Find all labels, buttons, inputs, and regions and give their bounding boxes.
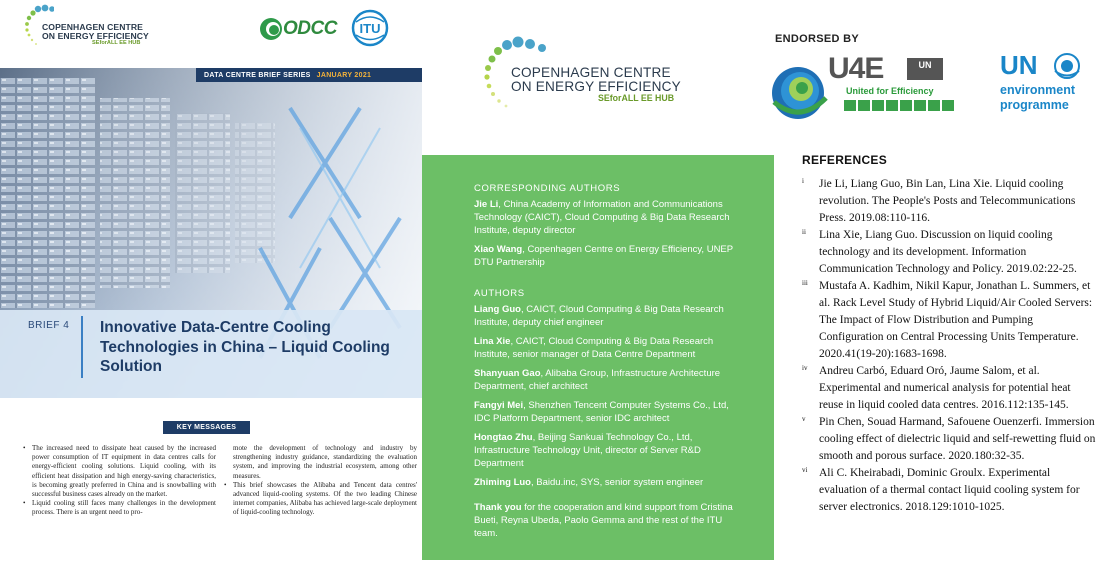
reference-item — [801, 227, 1097, 278]
key-messages-column-1 — [23, 444, 216, 518]
author-entry — [474, 198, 744, 237]
author-entry — [474, 367, 744, 393]
references-list — [801, 176, 1097, 560]
u4e-logo — [770, 50, 950, 130]
author-name: Fangyi Mei — [474, 400, 524, 411]
endorsed-by-label: ENDORSED BY — [775, 33, 859, 45]
key-message-item: • The increased need to dissipate heat caused by the increased power consumption of IT equipment in data centres calls for energy-efficient cooling solutions. Liquid cooling, with its efficient heat dissipation and high energy-saving characteristics, is becoming greatly preferred in China and is snowballing with successful business cases already on the market. — [23, 444, 216, 499]
unep-line2: environment — [1000, 83, 1076, 97]
authors-heading: AUTHORS — [474, 288, 525, 299]
brief-title: Innovative Data-Centre Cooling Technologies in China – Liquid Cooling Solution — [100, 319, 390, 375]
corresponding-authors-heading: CORRESPONDING AUTHORS — [474, 183, 621, 194]
reference-number: vi — [802, 466, 808, 474]
logo-line3: SEforALL EE HUB — [598, 93, 675, 104]
reference-item — [801, 414, 1097, 465]
unep-line3: programme — [1000, 98, 1069, 112]
brief-cover-page — [0, 0, 422, 563]
author-entry — [474, 431, 744, 470]
key-messages-label: KEY MESSAGES — [163, 421, 250, 434]
reference-item — [801, 363, 1097, 414]
author-name: Jie Li — [474, 199, 499, 210]
logo-line2: ON ENERGY EFFICIENCY — [42, 30, 149, 41]
vehicle-icon — [928, 100, 940, 111]
series-label: DATA CENTRE BRIEF SERIES — [204, 71, 311, 79]
copenhagen-centre-logo — [24, 4, 164, 54]
acknowledgement — [474, 501, 744, 540]
author-name: Shanyuan Gao — [474, 368, 541, 379]
series-banner — [196, 68, 422, 82]
authors-panel — [422, 155, 774, 560]
logo-line2: ON ENERGY EFFICIENCY — [511, 78, 681, 94]
unep-logo — [1000, 50, 1100, 115]
author-affiliation: , CAICT, Cloud Computing & Big Data Research Institute, deputy chief engineer — [474, 304, 724, 328]
author-name: Lina Xie — [474, 336, 511, 347]
author-affiliation: , Shenzhen Tencent Computer Systems Co., Ltd, IDC Platform Department, senior IDC architect — [474, 400, 729, 424]
reference-number: v — [802, 415, 806, 423]
author-name: Zhiming Luo — [474, 477, 531, 488]
logo-text — [42, 23, 149, 47]
reference-text: Ali C. Kheirabadi, Dominic Groulx. Experimental evaluation of a thermal contact liquid cooling system for server electronics. 2018.129:1010-1025. — [819, 467, 1080, 513]
reference-text: Andreu Carbó, Eduard Oró, Jaume Salom, et al. Experimental and numerical analysis for potential heat reuse in liquid cooled data centres. 2016.112:135-145. — [819, 365, 1071, 411]
u4e-text: U4E — [828, 52, 884, 85]
author-entry — [474, 476, 744, 489]
reference-text: Pin Chen, Souad Harmand, Safouene Ouenzerfi. Immersion cooling effect of dielectric liquid and self-rewetting fluid on smooth and porous surface. 2020.180:32-35. — [819, 416, 1096, 462]
references-heading: REFERENCES — [802, 153, 888, 167]
author-name: Liang Guo — [474, 304, 521, 315]
thanks-bold: Thank you — [474, 502, 522, 513]
u4e-swirl-icon — [770, 58, 830, 128]
lighting-icon — [844, 100, 856, 111]
motor-icon — [900, 100, 912, 111]
reference-number: i — [802, 177, 804, 185]
fan-icon — [886, 100, 898, 111]
reference-text: Lina Xie, Liang Guo. Discussion on liquid cooling technology and its development. Information Communication Technology and Policy. 2019.02:22-25. — [819, 229, 1077, 275]
reference-number: ii — [802, 228, 806, 236]
odcc-logo — [260, 17, 337, 41]
u4e-product-icons — [844, 100, 954, 111]
transformer-icon — [914, 100, 926, 111]
reference-item — [801, 465, 1097, 516]
odcc-mark-icon — [260, 18, 282, 40]
thanks-text: for the cooperation and kind support from Cristina Bueti, Reyna Ubeda, Paolo Gemma and the rest of the ITU team. — [474, 502, 733, 539]
u4e-tagline: United for Efficiency — [846, 86, 934, 96]
reference-number: iii — [802, 279, 808, 287]
author-entry — [474, 335, 744, 361]
author-affiliation: , China Academy of Information and Communications Technology (CAICT), Cloud Computing & Big Data Research Institute, deputy director — [474, 199, 730, 236]
series-date: JANUARY 2021 — [316, 71, 372, 79]
author-affiliation: , Beijing Sankuai Technology Co., Ltd, Infrastructure Technology Unit, director of Server R&D Department — [474, 432, 701, 469]
logo-line1: COPENHAGEN CENTRE — [511, 65, 671, 80]
u4e-un-badge: UN — [907, 58, 943, 80]
reference-item — [801, 176, 1097, 227]
reference-item — [801, 278, 1097, 363]
author-affiliation: , CAICT, Cloud Computing & Big Data Research Institute, senior manager of Data Centre Department — [474, 336, 714, 360]
itu-logo — [350, 8, 390, 48]
reference-text: Jie Li, Liang Guo, Bin Lan, Lina Xie. Liquid cooling revolution. The People's Posts and Telecommunications Press. 2019.08:110-116. — [819, 178, 1076, 224]
author-name: Xiao Wang — [474, 244, 523, 255]
brief-number: BRIEF 4 — [28, 320, 70, 331]
odcc-logo-text: ODCC — [283, 18, 337, 39]
unep-un-text: UN — [1000, 50, 1038, 80]
reference-text: Mustafa A. Kadhim, Nikil Kapur, Jonathan L. Summers, et al. Rack Level Study of Hybrid Liquid/Air Cooled Servers: The Impact of Flow Distribution and Pumping Configuration on Central Processing Units Temperature. 2020.41(19-20):1683-1698. — [819, 280, 1093, 360]
logo-text — [511, 66, 681, 103]
author-affiliation: , Baidu.inc, SYS, senior system engineer — [531, 477, 704, 488]
fridge-icon — [872, 100, 884, 111]
author-entry — [474, 303, 744, 329]
building-icon — [942, 100, 954, 111]
key-messages-column-2 — [224, 444, 417, 518]
appliance-icon — [858, 100, 870, 111]
author-entry — [474, 399, 744, 425]
logo-line3: SEforALL EE HUB — [92, 40, 141, 47]
logo-line1: COPENHAGEN CENTRE — [42, 22, 144, 32]
author-affiliation: , Copenhagen Centre on Energy Efficiency, UNEP DTU Partnership — [474, 244, 733, 268]
un-emblem-icon — [1052, 51, 1082, 81]
reference-number: iv — [802, 364, 808, 372]
author-name: Hongtao Zhu — [474, 432, 533, 443]
copenhagen-centre-logo-large — [482, 36, 702, 116]
key-message-item: • This brief showcases the Alibaba and Tencent data centres' advanced liquid-cooling systems. Of the two leading Chinese internet companies, Alibaba has achieved large-scale deployment of liquid-cooling technology. — [224, 481, 417, 518]
author-affiliation: , Alibaba Group, Infrastructure Architecture Department, chief architect — [474, 368, 721, 392]
key-message-item: • Liquid cooling still faces many challenges in the development process. There is an urgent need to pro- — [23, 499, 216, 517]
author-entry — [474, 243, 744, 269]
key-message-continuation: mote the development of technology and industry by strengthening industry guidance, standardizing the evaluation system, and improving the industrial ecosystem, among other measures. — [233, 444, 417, 480]
svg-text:ITU: ITU — [359, 21, 381, 36]
title-divider — [81, 316, 83, 378]
